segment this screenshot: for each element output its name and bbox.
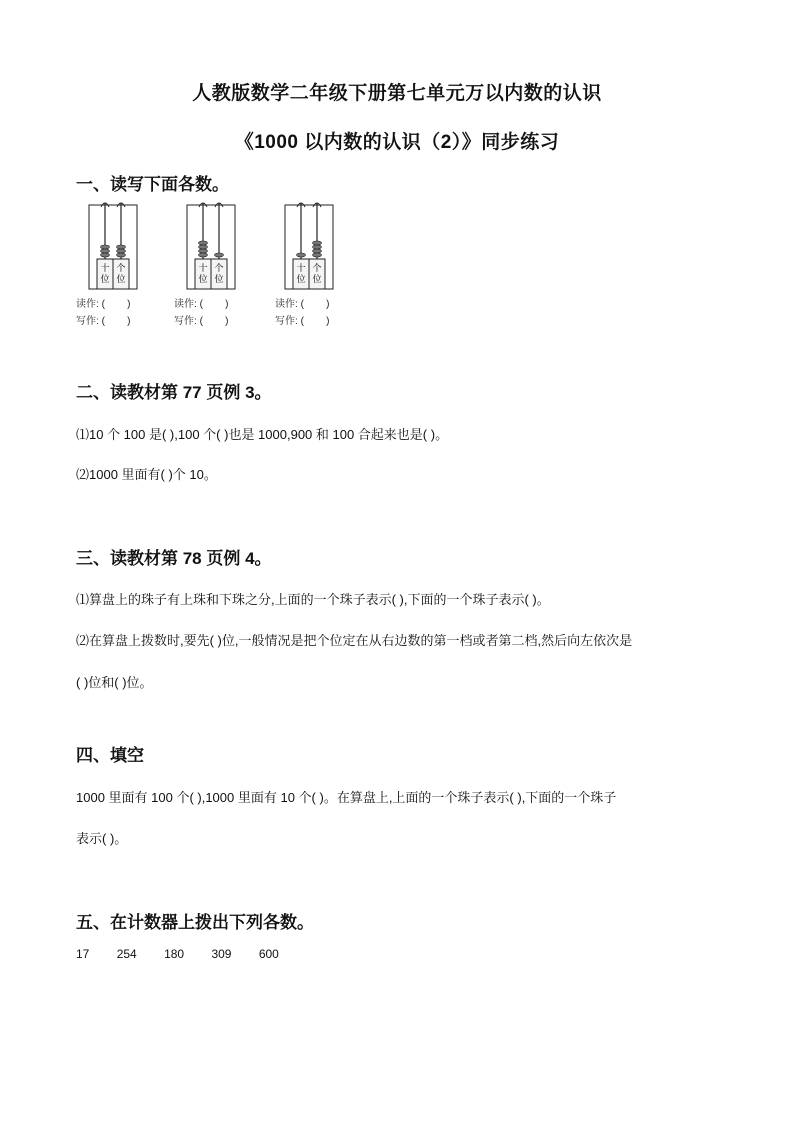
- abacus-2-frame: [187, 203, 235, 289]
- abacus-ones-bead: [313, 249, 322, 253]
- abacus-1-tens-label-2: 位: [100, 274, 110, 284]
- abacus-tens-bead: [199, 249, 208, 253]
- read-label: 读作:: [275, 299, 298, 310]
- number-list: [76, 947, 303, 961]
- abacus-2-ones-label-2: 位: [214, 274, 224, 284]
- worksheet-title: 人教版数学二年级下册第七单元万以内数的认识: [192, 83, 602, 104]
- write-blank: ( ): [300, 316, 330, 327]
- abacus-ones-bead: [117, 245, 126, 249]
- abacus-tens-bead: [101, 249, 110, 253]
- abacus-tens-bead: [101, 245, 110, 249]
- abacus-2-drawing: [186, 199, 236, 291]
- write-label: 写作:: [275, 316, 298, 327]
- abacus-ones-bead: [313, 253, 322, 257]
- abacus-ones-bead: [313, 245, 322, 249]
- abacus-tens-bead: [199, 245, 208, 249]
- number-item: 254: [116, 947, 137, 961]
- worksheet-subtitle: 《1000 以内数的认识（2）》同步练习: [234, 132, 560, 153]
- write-label: 写作:: [76, 316, 99, 327]
- abacus-3-ones-label-2: 位: [312, 274, 322, 284]
- number-item: 17: [76, 947, 90, 961]
- abacus-1-drawing: [88, 199, 138, 291]
- section-1-heading: 一、读写下面各数。: [76, 175, 229, 194]
- abacus-ones-bead: [117, 249, 126, 253]
- abacus-tens-bead: [101, 253, 110, 257]
- read-blank: ( ): [300, 299, 330, 310]
- abacus-3-tens-label-1: 十: [296, 263, 306, 273]
- number-item: 600: [258, 947, 279, 961]
- abacus-ones-bead: [117, 253, 126, 257]
- abacus-3-drawing: [284, 199, 334, 291]
- section-4-heading: 四、填空: [76, 746, 144, 765]
- read-label: 读作:: [76, 299, 99, 310]
- section-3-question-2-line-1: ⑵在算盘上拨数时,要先( )位,一般情况是把个位定在从右边数的第一档或者第二档,然后向左依次是: [76, 633, 633, 648]
- abacus-3-write-row: [275, 312, 329, 327]
- abacus-2-tens-label-1: 十: [198, 263, 208, 273]
- write-blank: ( ): [101, 316, 131, 327]
- number-item: 309: [211, 947, 232, 961]
- abacus-1-tens-label-1: 十: [100, 263, 110, 273]
- abacus-3-ones-label-1: 个: [312, 263, 322, 273]
- section-5-heading: 五、在计数器上拨出下列各数。: [76, 913, 314, 932]
- abacus-3-read-row: [275, 295, 329, 310]
- write-label: 写作:: [174, 316, 197, 327]
- read-blank: ( ): [101, 299, 131, 310]
- section-4-line-1: 1000 里面有 100 个( ),1000 里面有 10 个( )。在算盘上,上面的一个珠子表示( ),下面的一个珠子: [76, 790, 617, 805]
- abacus-1-ones-label-1: 个: [116, 263, 126, 273]
- section-3-question-1: ⑴算盘上的珠子有上珠和下珠之分,上面的一个珠子表示( ),下面的一个珠子表示( )。: [76, 592, 550, 607]
- abacus-1: [88, 199, 138, 291]
- abacus-tens-bead: [199, 253, 208, 257]
- abacus-2-tens-label-2: 位: [198, 274, 208, 284]
- abacus-1-frame: [89, 203, 137, 289]
- abacus-2-read-row: [174, 295, 228, 310]
- write-blank: ( ): [199, 316, 229, 327]
- abacus-2-write-row: [174, 312, 228, 327]
- abacus-1-read-row: [76, 295, 130, 310]
- abacus-3-frame: [285, 203, 333, 289]
- abacus-tens-bead: [297, 253, 306, 257]
- section-2-heading: 二、读教材第 77 页例 3。: [76, 383, 272, 402]
- abacus-tens-bead: [199, 241, 208, 245]
- abacus-2-ones-label-1: 个: [214, 263, 224, 273]
- abacus-ones-bead: [313, 241, 322, 245]
- section-3-question-2-line-2: ( )位和( )位。: [76, 675, 153, 690]
- abacus-3: [284, 199, 334, 291]
- read-label: 读作:: [174, 299, 197, 310]
- abacus-1-write-row: [76, 312, 130, 327]
- read-blank: ( ): [199, 299, 229, 310]
- section-2-question-2: ⑵1000 里面有( )个 10。: [76, 467, 217, 482]
- abacus-2: [186, 199, 236, 291]
- section-2-question-1: ⑴10 个 100 是( ),100 个( )也是 1000,900 和 100 合起来也是( )。: [76, 427, 449, 442]
- section-4-line-2: 表示( )。: [76, 831, 128, 846]
- abacus-ones-bead: [215, 253, 224, 257]
- abacus-1-ones-label-2: 位: [116, 274, 126, 284]
- section-3-heading: 三、读教材第 78 页例 4。: [76, 549, 272, 568]
- abacus-3-tens-label-2: 位: [296, 274, 306, 284]
- number-item: 180: [164, 947, 185, 961]
